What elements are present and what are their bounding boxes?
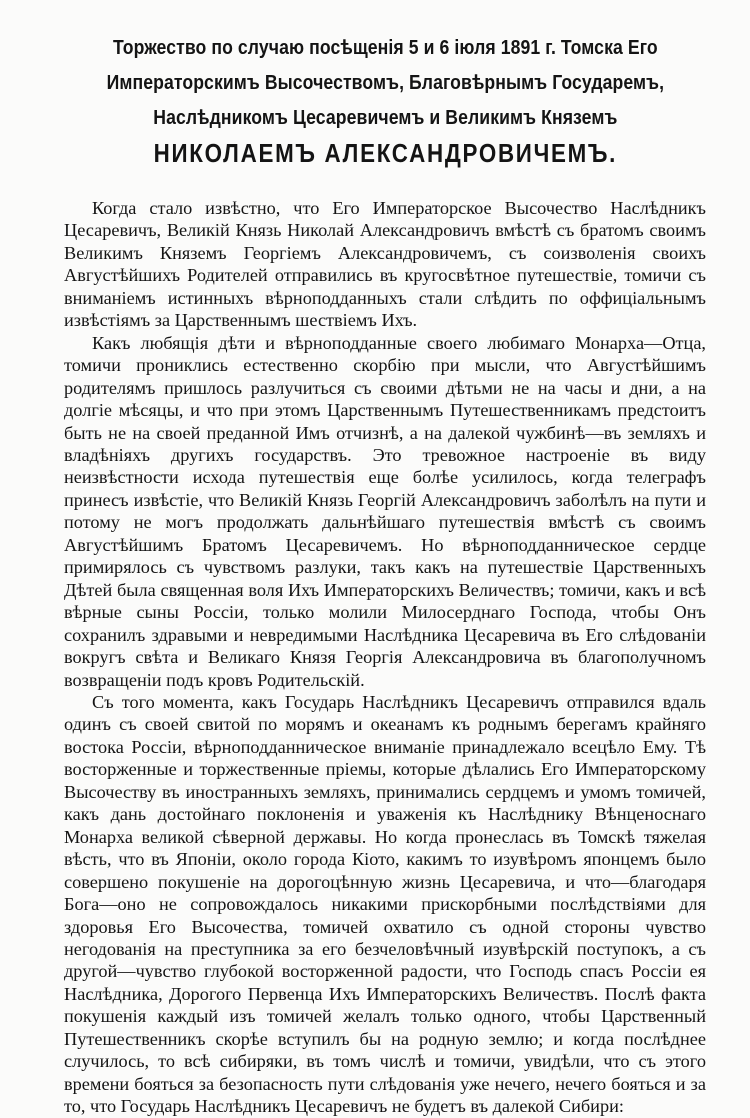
document-title [65,30,705,171]
title-name: НИКОЛАЕМЪ АЛЕКСАНДРОВИЧЕМЪ. [153,138,617,168]
title-line-2: Императорскимъ Высочествомъ, Благовѣрнымъ Государемъ, [106,71,664,94]
paragraph-3: Съ того момента, какъ Государь Наслѣдникъ Цесаревичъ отправился вдаль одинъ съ своей свитой по морямъ и океанамъ къ роднымъ берегамъ крайняго востока Россіи, вѣрноподданническое вниманіе принадлежало всецѣло Ему. Тѣ восторженные и торжественные пріемы, которые дѣлались Его Императорскому Высочеству въ иностранныхъ земляхъ, принимались сердцемъ и умомъ томичей, какъ дань достойнаго поклоненія и уваженія къ Наслѣднику Вѣнценоснаго Монарха великой сѣверной державы. Но когда пронеслась въ Томскѣ тяжелая вѣсть, что въ Японіи, около города Кіото, какимъ то изувѣромъ японцемъ было совершено покушеніе на дорогоцѣнную жизнь Цесаревича, и что—благодаря Бога—оно не сопровождалось никакими прискорбными послѣдствіями для здоровья Его Высочества, томичей охватило съ одной стороны чувство негодованія на преступника за его безчеловѣчный изувѣрскій поступокъ, а съ другой—чувство глубокой восторженной радости, что Господь спасъ Россіи ея Наслѣдника, Дорогого Первенца Ихъ Императорскихъ Величествъ. Послѣ факта покушенія каждый изъ томичей желалъ только одного, чтобы Царственный Путешественникъ скорѣе вступилъ бы на родную землю; и когда послѣднее случилось, то всѣ сибиряки, въ томъ числѣ и томичи, увидѣли, что съ этого времени бояться за безопасность пути слѣдованія уже нечего, нечего бояться и за то, что Государь Наслѣдникъ Цесаревичъ не будетъ въ далекой Сибири: [64,691,706,1117]
paragraph-2: Какъ любящія дѣти и вѣрноподданные своего любимаго Монарха—Отца, томичи прониклись естественно скорбію при мысли, что Августѣйшимъ родителямъ пришлось разлучиться съ своими дѣтьми не на часы и дни, а на долгіе мѣсяцы, и что при этомъ Царственнымъ Путешественникамъ предстоитъ быть не на своей преданной Имъ отчизнѣ, а на далекой чужбинѣ—въ земляхъ и владѣніяхъ другихъ государствъ. Это тревожное настроеніе въ виду неизвѣстности исхода путешествія еще болѣе усилилось, когда телеграфъ принесъ извѣстіе, что Великій Князь Георгій Александровичъ заболѣлъ на пути и потому не могъ продолжать дальнѣйшаго путешествія вмѣстѣ съ своимъ Августѣйшимъ Братомъ Цесаревичемъ. Но вѣрноподданническое сердце примирялось съ чувствомъ разлуки, такъ какъ на путешествіе Царственныхъ Дѣтей была священная воля Ихъ Императорскихъ Величествъ; томичи, какъ и всѣ вѣрные сыны Россіи, только молили Милосерднаго Господа, чтобы Онъ сохранилъ здравыми и невредимыми Наслѣдника Цесаревича въ Его слѣдованіи вокругъ свѣта и Великаго Князя Георгія Александровича въ благополучномъ возвращеніи подъ кровъ Родительскій. [64,332,706,690]
paragraph-1: Когда стало извѣстно, что Его Императорское Высочество Наслѣдникъ Цесаревичъ, Великій Князь Николай Александровичъ вмѣстѣ съ братомъ своимъ Великимъ Княземъ Георгіемъ Александровичемъ, съ соизволенія своихъ Августѣйшихъ Родителей отправились въ кругосвѣтное путешествіе, томичи съ вниманіемъ истинныхъ вѣрноподданныхъ стали слѣдить по оффиціальнымъ извѣстіямъ за Царственнымъ шествіемъ Ихъ. [64,198,706,331]
document-body [64,197,706,1118]
title-line-3: Наслѣдникомъ Цесаревичемъ и Великимъ Княземъ [152,106,618,129]
title-line-1: Торжество по случаю посѣщенія 5 и 6 іюля 1891 г. Томска Его [112,36,658,59]
